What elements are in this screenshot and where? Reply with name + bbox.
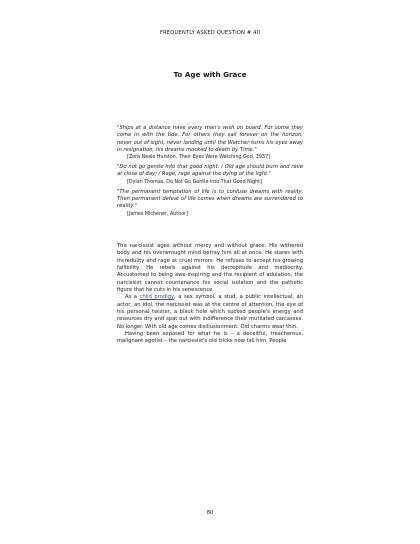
running-header: FREQUENTLY ASKED QUESTION # 40 <box>159 30 261 36</box>
epigraph-attribution-1: [Zora Neale Hurston, Their Eyes Were Watching God, 1937] <box>127 155 270 161</box>
body-text <box>117 243 303 346</box>
epigraph-quote-3: "The permanent temptation of life is to confuse dreams with reality. Then permanent defeat of life comes when dreams are surrendered to reality." <box>117 188 303 210</box>
paragraph-1: The narcissist ages without mercy and without grace. His withered body and his overwrought mind betray him all at once. He stares with incredulity and rage at cruel mirrors. He refuses to accept his growing fallibility. He rebels against his decrepitude and mediocrity. Accustomed to being awe-inspiring and the recipient of adulation, the narcissist cannot countenance his social isolation and the pathetic figure that he cuts in his senescence. <box>117 243 303 294</box>
paragraph-3: Having been exposed for what he is – a deceitful, treacherous, malignant egotist – the narcissist's old tricks now fail him. People <box>117 331 303 345</box>
paragraph-2 <box>117 294 303 331</box>
page-title: To Age with Grace <box>173 70 247 79</box>
epigraph-quote-2: "Do not go gentle into that good night, / Old age should burn and rave at close of day; / Rage, rage against the dying of the light." <box>117 164 303 178</box>
epigraph-quote-1: "Ships at a distance have every man's wish on board. For some they come in with the tide. For others they sail forever on the horizon, never out of sight, never landing until the Watcher turns his eyes away in resignation, his dreams mocked to death by Time." <box>117 125 303 153</box>
paragraph-2-start: As a <box>125 294 140 301</box>
epigraph-attribution-3: [James Michener, Author] <box>127 211 189 217</box>
epigraph-attribution-2: [Dylan Thomas, Do Not Go Gentle into That Good Night] <box>127 179 262 185</box>
epigraph-block <box>117 125 303 221</box>
paragraph-2-rest: , a sex symbol, a stud, a public intellectual, an actor, an idol, the narcissist was at the centre of attention, the eye of his personal twister, a black hole which sucked people's energy and resources dry and spat out with indifference their mutilated carcasses. No longer. With old age comes disillusionment. Old charms wear thin. <box>117 294 304 330</box>
child-prodigy-link[interactable]: child prodigy <box>139 294 175 301</box>
page-number: 80 <box>206 510 214 516</box>
